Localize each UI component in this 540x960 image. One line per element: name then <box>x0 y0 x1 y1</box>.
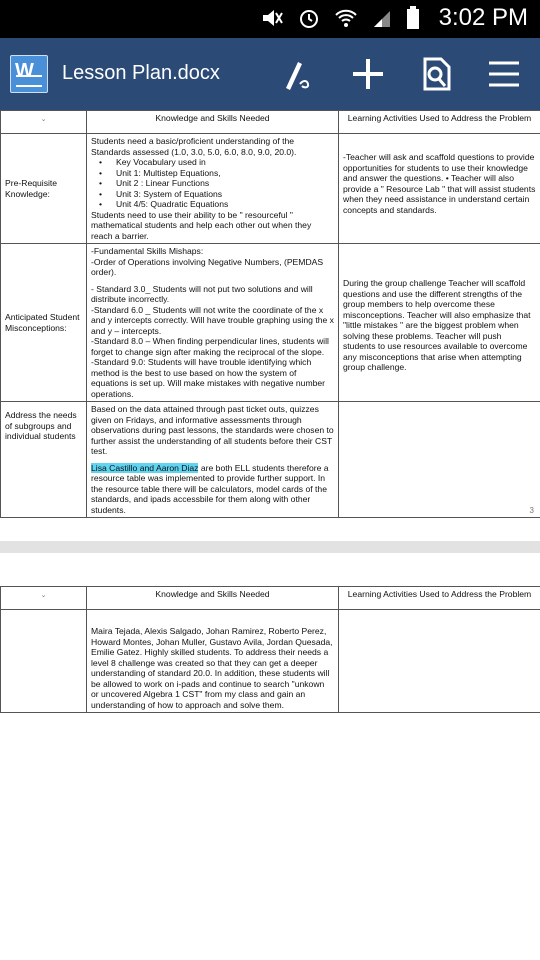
word-app-icon[interactable]: W <box>10 55 48 93</box>
knowledge-para: Based on the data attained through past ticket outs, quizzes given on Fridays, and informative assessments through observations during past lessons, the standards were chosen to further assist the understanding of all students before their CST test. <box>91 404 334 456</box>
pen-icon <box>276 54 316 94</box>
row-label: Pre-Requisite Knowledge: <box>1 134 87 244</box>
lesson-plan-table-continued <box>0 586 540 713</box>
page-number: 3 <box>529 506 534 515</box>
list-item: • Unit 1: Multistep Equations, <box>121 168 334 179</box>
knowledge-line: - Standard 3.0_ Students will not put two solutions and will distribute incorrectly. <box>91 283 313 304</box>
list-item: • Unit 3: System of Equations <box>121 189 334 200</box>
table-row <box>1 402 540 518</box>
knowledge-bullets <box>116 157 334 210</box>
row-activities: -Teacher will ask and scaffold questions to provide opportunities for students to use their knowledge and answer the questions. • Teacher will also provide a " Resource Lab " that will assist students when they need assistance in understand certain concepts and standards. <box>339 134 540 244</box>
row-knowledge <box>87 244 339 402</box>
battery-icon <box>406 6 420 30</box>
knowledge-line: -Fundamental Skills Mishaps: <box>91 246 204 256</box>
page-gap <box>0 541 540 553</box>
menu-button[interactable] <box>482 52 526 96</box>
row-label: Address the needs of subgroups and individual students <box>1 402 87 518</box>
row-knowledge <box>87 402 339 518</box>
find-icon <box>417 55 455 93</box>
header-activities: Learning Activities Used to Address the Problem <box>339 587 540 610</box>
knowledge-line: -Standard 8.0 – When finding perpendicular lines, students will forget to change sign after making the reciprocal of the slope. <box>91 336 329 357</box>
header-empty: ⌄ <box>1 587 87 610</box>
knowledge-intro: Students need a basic/proficient understanding of the Standards assessed (1.0, 3.0, 5.0, 6.0, 8.0, 9.0, 20.0). <box>91 136 297 157</box>
list-item: • Unit 4/5: Quadratic Equations <box>121 199 334 210</box>
lesson-plan-table <box>0 110 540 518</box>
table-row <box>1 610 540 713</box>
status-icons <box>260 6 420 30</box>
find-button[interactable] <box>414 52 458 96</box>
list-item: • Unit 2 : Linear Functions <box>121 178 334 189</box>
table-row <box>1 244 540 402</box>
plus-icon <box>349 55 387 93</box>
document-title: Lesson Plan.docx <box>62 62 220 84</box>
table-header-row <box>1 111 540 134</box>
header-knowledge: Knowledge and Skills Needed <box>87 587 339 610</box>
knowledge-line: -Standard 9.0: Students will have trouble identifying which method is the best to use based on how the system of equations is set up. Will make mistakes with negative number operations. <box>91 357 326 399</box>
highlighted-text[interactable]: Lisa Castillo and Aaron Diaz <box>91 462 199 473</box>
pen-button[interactable] <box>274 52 318 96</box>
status-bar <box>0 0 540 38</box>
row-activities: During the group challenge Teacher will scaffold questions and use the different strengths of the group members to help overcome these misconceptions. Teacher will also emphasize that "little mistakes " are the biggest problem when solving these problems. Teacher will push students to use resources available to overcome any misconceptions that arise when attempting group challenge. <box>339 244 540 402</box>
add-button[interactable] <box>346 52 390 96</box>
knowledge-line: -Standard 6.0 _ Students will not write the coordinate of the x and y intercepts correctly. Will have trouble graphing using the x and y – intercepts. <box>91 304 334 336</box>
knowledge-line: -Order of Operations involving Negative Numbers, (PEMDAS order). <box>91 256 324 277</box>
row-label: Anticipated Student Misconceptions: <box>1 244 87 402</box>
header-activities: Learning Activities Used to Address the Problem <box>339 111 540 134</box>
signal-icon <box>372 7 392 29</box>
row-activities <box>339 610 540 713</box>
document-page-1[interactable] <box>0 110 540 540</box>
knowledge-para-rest: are both ELL students therefore a resource table was implemented to provide further support. In the resource table there will be calculators, model cards of the standards, and ipads accessbile for them along with other students. <box>91 462 329 515</box>
knowledge-para <box>91 463 334 516</box>
menu-icon <box>485 55 523 93</box>
mute-icon <box>260 7 284 29</box>
knowledge-outro: Students need to use their ability to be " resourceful " mathematical students and help each other out when they reach a barrier. <box>91 209 312 241</box>
alarm-icon <box>298 7 320 29</box>
app-bar <box>0 38 540 110</box>
row-knowledge <box>87 134 339 244</box>
wifi-icon <box>334 7 358 29</box>
row-label <box>1 610 87 713</box>
header-knowledge: Knowledge and Skills Needed <box>87 111 339 134</box>
table-header-row <box>1 587 540 610</box>
table-row <box>1 134 540 244</box>
status-time: 3:02 PM <box>438 4 528 31</box>
document-page-2[interactable] <box>0 586 540 960</box>
list-item: • Key Vocabulary used in <box>121 157 334 168</box>
header-empty: ⌄ <box>1 111 87 134</box>
row-activities <box>339 402 540 518</box>
row-knowledge: Maira Tejada, Alexis Salgado, Johan Ramirez, Roberto Perez, Howard Montes, Johan Muller, Gustavo Avila, Jordan Quesada, Emilie Gatez. Highly skilled students. To address their needs a level 8 challenge was created so that they can get a deeper understanding of standard 20.0. In addition, these students will be allowed to work on i-pads and continue to search "unkown or uncovered Algebra 1 CST" from my class and gain an understanding of how to approach and solve them. <box>87 610 339 713</box>
